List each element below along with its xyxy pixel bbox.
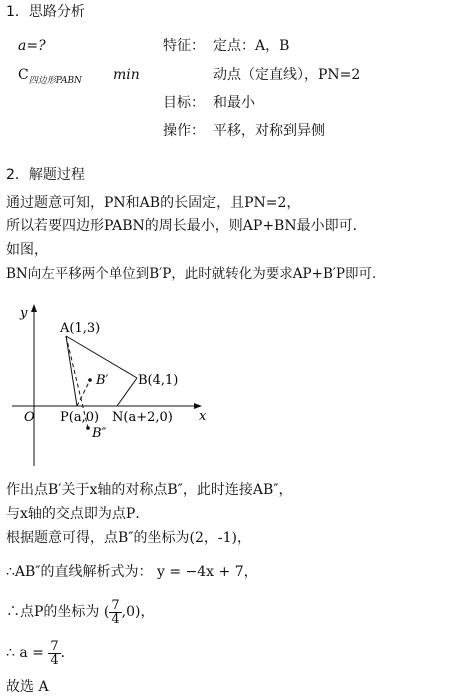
solution-line-7: 根据题意可得，点B″的坐标为(2，-1)， [6, 530, 251, 546]
min-label: min [113, 67, 140, 83]
a-value-prefix: ∴ a = [6, 645, 44, 661]
goal-text: 和最小 [213, 95, 255, 111]
point-n-label: N(a+2,0) [112, 410, 173, 425]
operation-text: 平移，对称到异侧 [213, 123, 325, 139]
feature-label: 特征： [163, 38, 205, 54]
segment-ap [66, 336, 77, 406]
solution-line-10 [6, 637, 75, 669]
point-p-prefix: ∴点P的坐标为 ( [6, 604, 110, 620]
perimeter-symbol [18, 66, 82, 86]
fraction-a-denominator: 4 [50, 652, 59, 668]
solution-line-9 [6, 596, 154, 628]
solution-line-6: 与x轴的交点即为点P． [6, 506, 150, 522]
operation-label: 操作： [163, 123, 205, 139]
segment-bn [117, 378, 137, 406]
a-value-suffix: ． [60, 645, 75, 661]
y-axis-arrow [31, 304, 37, 312]
section1-heading: 1．思路分析 [6, 4, 85, 20]
point-b-double-prime-label: B″ [92, 426, 107, 441]
c-symbol: C [18, 67, 29, 83]
section2-heading: 2．解题过程 [6, 167, 85, 183]
solution-line-1: 通过题意可知，PN和AB的长固定，且PN=2， [6, 195, 301, 211]
point-b-prime-dot [88, 378, 92, 382]
segment-ab [66, 336, 137, 378]
point-p-label: P(a,0) [60, 410, 100, 425]
fraction-p [109, 599, 121, 626]
fraction-p-numerator: 7 [111, 597, 120, 613]
answer-line: 故选 A [6, 679, 49, 695]
point-a-label: A(1,3) [60, 321, 101, 336]
fraction-a [48, 640, 60, 667]
solution-line-2: 所以若要四边形PABN的周长最小，则AP+BN最小即可． [6, 218, 367, 234]
c-subscript: 四边形PABN [28, 76, 82, 86]
solution-line-8: ∴AB″的直线解析式为： y = −4x + 7， [6, 564, 258, 580]
goal-label: 目标： [163, 95, 205, 111]
point-p-suffix: ,0)， [121, 604, 155, 620]
a-question: a=? [18, 38, 46, 54]
y-axis-label: y [20, 306, 28, 321]
fixed-points: 定点：A，B [213, 38, 290, 54]
solution-line-4: BN向左平移两个单位到B′P，此时就转化为要求AP+B′P即可． [6, 266, 386, 282]
segment-p-b-prime [77, 380, 90, 406]
point-b-label: B(4,1) [138, 373, 179, 388]
point-b-prime-label: B′ [96, 373, 109, 388]
fraction-a-numerator: 7 [50, 638, 59, 654]
point-b-double-prime-dot [86, 426, 90, 430]
solution-line-5: 作出点B′关于x轴的对称点B″，此时连接AB″， [6, 482, 293, 498]
origin-label: O [24, 410, 35, 425]
coordinate-figure [8, 298, 218, 470]
moving-point: 动点（定直线），PN=2 [213, 67, 361, 83]
solution-line-3: 如图， [6, 242, 48, 258]
x-axis-label: x [199, 409, 207, 424]
fraction-p-denominator: 4 [111, 611, 120, 627]
